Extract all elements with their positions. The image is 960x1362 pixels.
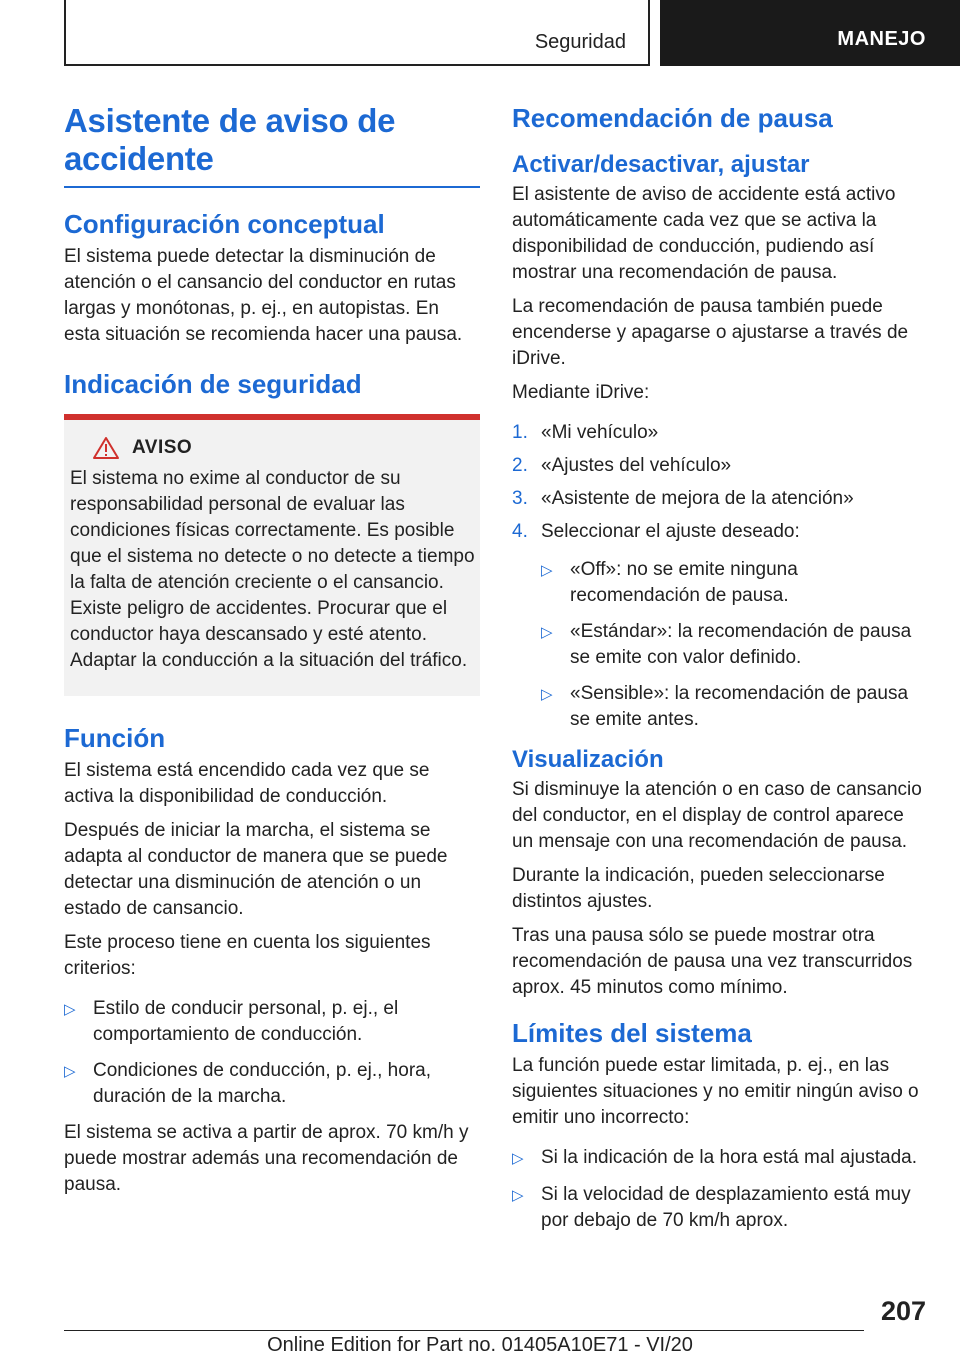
display-paragraph-1: Si disminuye la atención o en caso de cansancio del conductor, en el display de control aparece un mensaje con una recomendación de pausa. <box>512 779 922 852</box>
step-text: Seleccionar el ajuste deseado: <box>541 521 800 542</box>
list-item-text: Estilo de conducir personal, p. ej., el comportamiento de conducción. <box>93 998 399 1045</box>
list-item <box>541 619 928 671</box>
triangle-bullet-icon: ▷ <box>541 624 553 641</box>
warning-box <box>64 420 480 696</box>
warning-triangle-icon <box>92 436 120 460</box>
list-item <box>512 420 928 446</box>
right-column <box>512 102 928 1244</box>
list-item <box>512 453 928 479</box>
list-item <box>512 1145 928 1172</box>
activate-paragraph-2: La recomendación de pausa también puede encenderse y apagarse o ajustarse a través de iDrive. <box>512 296 909 369</box>
activate-paragraph-1: El asistente de aviso de accidente está activo automáticamente cada vez que se activa la disponibilidad de conducción, pudiendo así mostrar una recomendación de pausa. <box>512 184 896 283</box>
limits-heading: Límites del sistema <box>512 1018 752 1048</box>
step-number: 3. <box>512 488 528 509</box>
limits-paragraph: La función puede estar limitada, p. ej., en las siguientes situaciones y no emitir ningún aviso o emitir uno incorrecto: <box>512 1055 919 1128</box>
step-text: «Asistente de mejora de la atención» <box>541 488 854 509</box>
option-list <box>541 557 928 733</box>
list-item <box>541 557 928 609</box>
list-item <box>512 486 928 512</box>
display-paragraph-3: Tras una pausa sólo se puede mostrar otra recomendación de pausa una vez transcurridos aprox. 45 minutos como mínimo. <box>512 925 913 998</box>
list-item-text: «Off»: no se emite ninguna recomendación de pausa. <box>570 559 798 606</box>
header-section-title: Seguridad <box>534 31 626 53</box>
footer-divider <box>64 1330 864 1331</box>
footer-edition: Online Edition for Part no. 01405A10E71 - VI/20 <box>267 1334 693 1356</box>
header-chapter-tab <box>660 0 960 66</box>
triangle-bullet-icon: ▷ <box>541 562 553 579</box>
header-chapter-label: MANEJO <box>837 27 926 50</box>
criteria-list <box>64 996 480 1110</box>
list-item-text: «Sensible»: la recomendación de pausa se emite antes. <box>570 683 909 730</box>
header-frame <box>64 0 650 66</box>
page-number: 207 <box>880 1296 926 1326</box>
list-item <box>64 996 480 1048</box>
step-text: «Mi vehículo» <box>541 422 659 443</box>
concept-text: El sistema puede detectar la disminución de atención o el cansancio del conductor en rutas largas y monótonas, p. ej., en autopistas. En esta situación se recomienda hacer una pausa. <box>64 246 463 345</box>
warning-label: AVISO <box>132 437 193 458</box>
safety-heading: Indicación de seguridad <box>64 369 362 399</box>
step-text: «Ajustes del vehículo» <box>541 455 732 476</box>
list-item <box>512 1182 928 1234</box>
activate-paragraph-3: Mediante iDrive: <box>512 382 650 403</box>
list-item-text: Si la indicación de la hora está mal ajustada. <box>541 1147 918 1168</box>
activate-heading: Activar/desactivar, ajustar <box>512 151 810 178</box>
function-paragraph-1: El sistema está encendido cada vez que se activa la disponibilidad de conducción. <box>64 760 430 807</box>
list-item <box>541 681 928 733</box>
function-paragraph-3: Este proceso tiene en cuenta los siguientes criterios: <box>64 932 431 979</box>
limits-list <box>512 1145 928 1234</box>
triangle-bullet-icon: ▷ <box>512 1150 524 1167</box>
step-number: 4. <box>512 521 528 542</box>
list-item <box>512 519 928 733</box>
triangle-bullet-icon: ▷ <box>541 686 553 703</box>
function-paragraph-4: El sistema se activa a partir de aprox. 70 km/h y puede mostrar además una recomendación de pausa. <box>64 1122 469 1195</box>
triangle-bullet-icon: ▷ <box>64 1063 76 1080</box>
step-number: 1. <box>512 422 528 443</box>
concept-heading: Configuración conceptual <box>64 209 385 239</box>
display-heading: Visualización <box>512 746 664 773</box>
display-paragraph-2: Durante la indicación, pueden seleccionarse distintos ajustes. <box>512 865 885 912</box>
page-title: Asistente de aviso de accidente <box>64 102 480 188</box>
triangle-bullet-icon: ▷ <box>512 1187 524 1204</box>
list-item-text: Condiciones de conducción, p. ej., hora, duración de la marcha. <box>93 1060 431 1107</box>
warning-header <box>92 436 480 460</box>
idrive-steps <box>512 420 928 733</box>
triangle-bullet-icon: ▷ <box>64 1001 76 1018</box>
left-column <box>64 102 480 1206</box>
pause-heading: Recomendación de pausa <box>512 103 833 133</box>
list-item-text: Si la velocidad de desplazamiento está muy por debajo de 70 km/h aprox. <box>541 1184 911 1231</box>
warning-text: El sistema no exime al conductor de su responsabilidad personal de evaluar las condiciones físicas correctamente. Es posible que el sistema no detecte o no detecte a tiempo la falta de atención creciente o el cansancio. Existe peligro de accidentes. Procurar que el conductor haya descansado y esté atento. Adaptar la conducción a la situación del tráfico. <box>70 468 475 671</box>
function-heading: Función <box>64 723 166 753</box>
function-paragraph-2: Después de iniciar la marcha, el sistema se adapta al conductor de manera que se puede detectar una disminución de atención o un estado de cansancio. <box>64 820 448 919</box>
list-item <box>64 1058 480 1110</box>
list-item-text: «Estándar»: la recomendación de pausa se emite con valor definido. <box>570 621 912 668</box>
step-number: 2. <box>512 455 528 476</box>
